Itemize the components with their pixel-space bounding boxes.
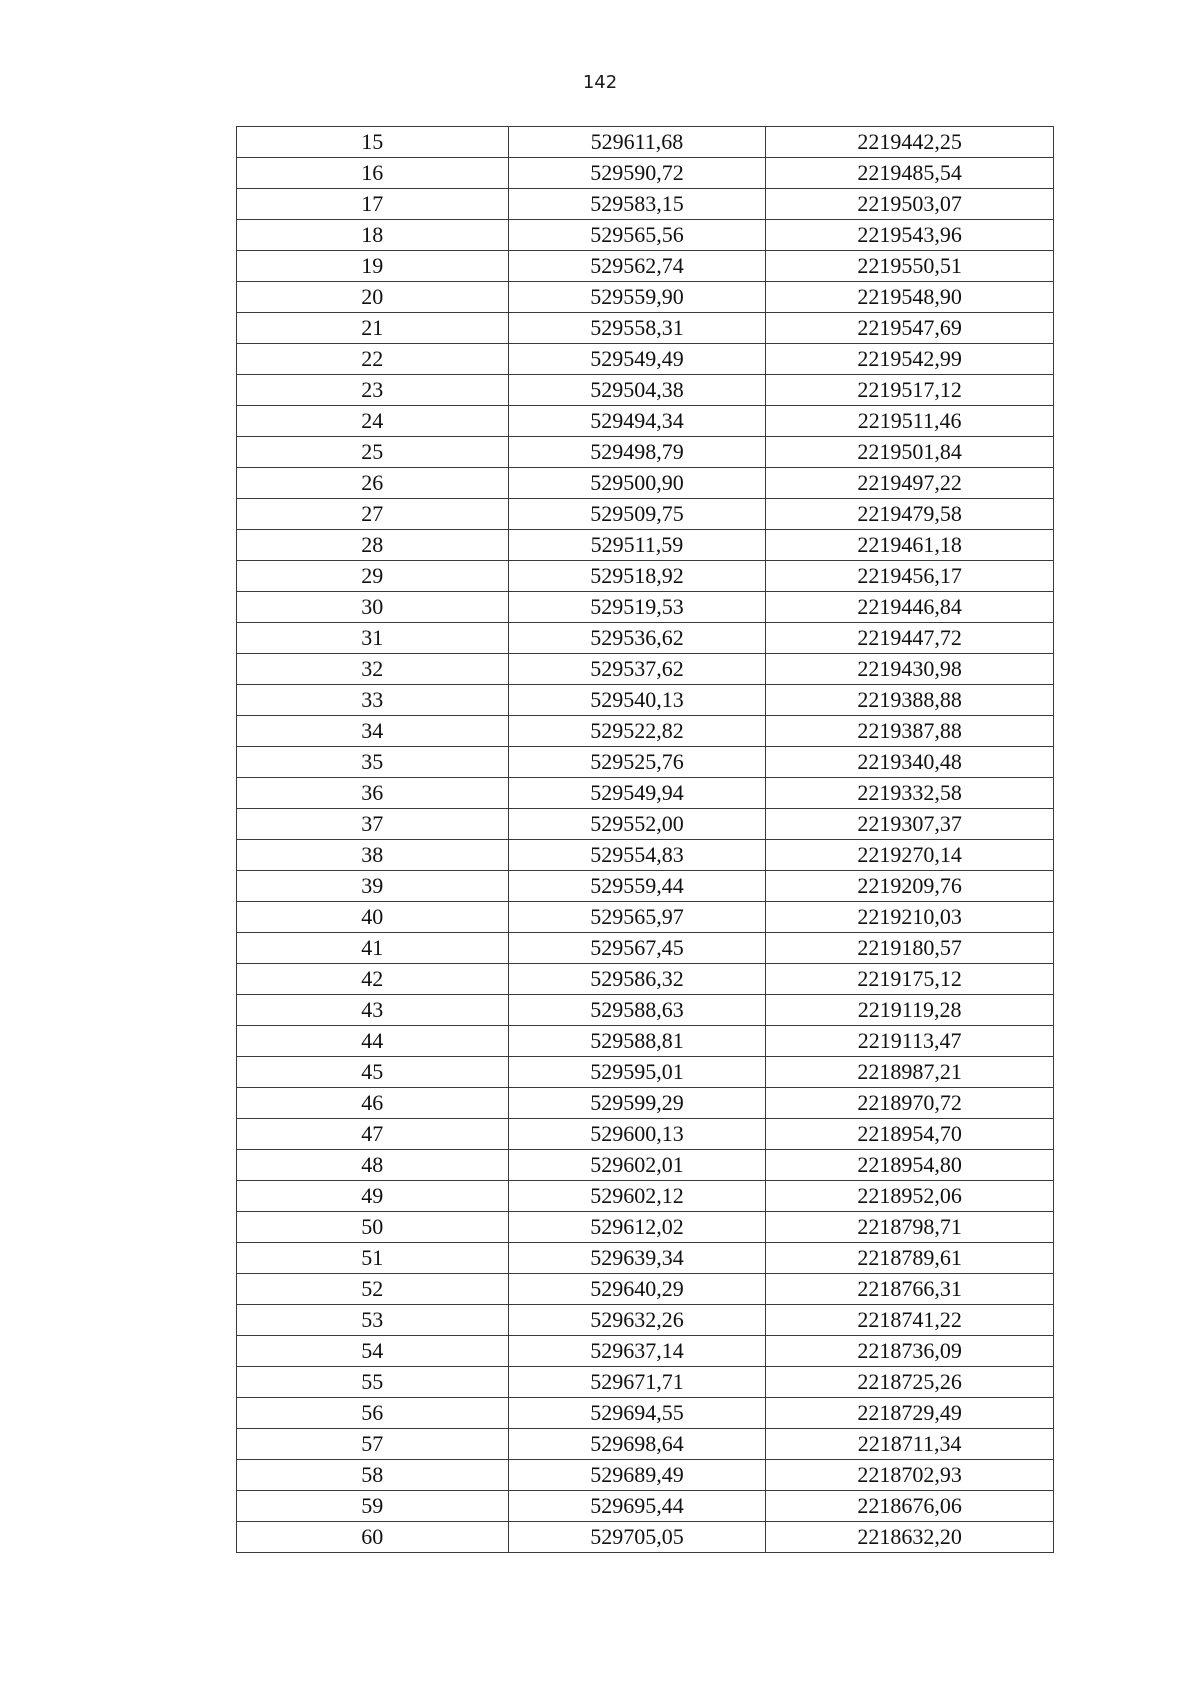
table-row bbox=[237, 158, 1054, 189]
table-row bbox=[237, 251, 1054, 282]
x-coordinate-cell: 529602,12 bbox=[508, 1181, 766, 1212]
table-row bbox=[237, 623, 1054, 654]
x-coordinate-cell: 529586,32 bbox=[508, 964, 766, 995]
x-coordinate-cell: 529639,34 bbox=[508, 1243, 766, 1274]
y-coordinate-cell: 2219543,96 bbox=[766, 220, 1054, 251]
table-row bbox=[237, 778, 1054, 809]
point-number-cell: 53 bbox=[237, 1305, 509, 1336]
point-number-cell: 49 bbox=[237, 1181, 509, 1212]
point-number-cell: 16 bbox=[237, 158, 509, 189]
x-coordinate-cell: 529518,92 bbox=[508, 561, 766, 592]
y-coordinate-cell: 2218711,34 bbox=[766, 1429, 1054, 1460]
point-number-cell: 55 bbox=[237, 1367, 509, 1398]
y-coordinate-cell: 2218952,06 bbox=[766, 1181, 1054, 1212]
y-coordinate-cell: 2219548,90 bbox=[766, 282, 1054, 313]
table-row bbox=[237, 654, 1054, 685]
y-coordinate-cell: 2219485,54 bbox=[766, 158, 1054, 189]
point-number-cell: 45 bbox=[237, 1057, 509, 1088]
y-coordinate-cell: 2218725,26 bbox=[766, 1367, 1054, 1398]
point-number-cell: 38 bbox=[237, 840, 509, 871]
x-coordinate-cell: 529637,14 bbox=[508, 1336, 766, 1367]
x-coordinate-cell: 529549,94 bbox=[508, 778, 766, 809]
point-number-cell: 30 bbox=[237, 592, 509, 623]
table-row bbox=[237, 468, 1054, 499]
point-number-cell: 56 bbox=[237, 1398, 509, 1429]
table-row bbox=[237, 871, 1054, 902]
y-coordinate-cell: 2219550,51 bbox=[766, 251, 1054, 282]
x-coordinate-cell: 529689,49 bbox=[508, 1460, 766, 1491]
table-row bbox=[237, 530, 1054, 561]
table-row bbox=[237, 1150, 1054, 1181]
point-number-cell: 32 bbox=[237, 654, 509, 685]
y-coordinate-cell: 2219501,84 bbox=[766, 437, 1054, 468]
y-coordinate-cell: 2219119,28 bbox=[766, 995, 1054, 1026]
y-coordinate-cell: 2218789,61 bbox=[766, 1243, 1054, 1274]
point-number-cell: 58 bbox=[237, 1460, 509, 1491]
x-coordinate-cell: 529525,76 bbox=[508, 747, 766, 778]
point-number-cell: 26 bbox=[237, 468, 509, 499]
y-coordinate-cell: 2219517,12 bbox=[766, 375, 1054, 406]
table-row bbox=[237, 809, 1054, 840]
table-row bbox=[237, 964, 1054, 995]
x-coordinate-cell: 529632,26 bbox=[508, 1305, 766, 1336]
x-coordinate-cell: 529522,82 bbox=[508, 716, 766, 747]
x-coordinate-cell: 529519,53 bbox=[508, 592, 766, 623]
point-number-cell: 36 bbox=[237, 778, 509, 809]
point-number-cell: 44 bbox=[237, 1026, 509, 1057]
x-coordinate-cell: 529504,38 bbox=[508, 375, 766, 406]
table-row bbox=[237, 1212, 1054, 1243]
x-coordinate-cell: 529554,83 bbox=[508, 840, 766, 871]
x-coordinate-cell: 529540,13 bbox=[508, 685, 766, 716]
x-coordinate-cell: 529694,55 bbox=[508, 1398, 766, 1429]
point-number-cell: 47 bbox=[237, 1119, 509, 1150]
x-coordinate-cell: 529595,01 bbox=[508, 1057, 766, 1088]
table-row bbox=[237, 1305, 1054, 1336]
point-number-cell: 22 bbox=[237, 344, 509, 375]
point-number-cell: 15 bbox=[237, 127, 509, 158]
x-coordinate-cell: 529559,90 bbox=[508, 282, 766, 313]
y-coordinate-cell: 2219180,57 bbox=[766, 933, 1054, 964]
x-coordinate-cell: 529588,81 bbox=[508, 1026, 766, 1057]
y-coordinate-cell: 2219332,58 bbox=[766, 778, 1054, 809]
point-number-cell: 24 bbox=[237, 406, 509, 437]
table-row bbox=[237, 840, 1054, 871]
y-coordinate-cell: 2219175,12 bbox=[766, 964, 1054, 995]
table-row bbox=[237, 592, 1054, 623]
y-coordinate-cell: 2219388,88 bbox=[766, 685, 1054, 716]
point-number-cell: 27 bbox=[237, 499, 509, 530]
y-coordinate-cell: 2219542,99 bbox=[766, 344, 1054, 375]
table-row bbox=[237, 1274, 1054, 1305]
y-coordinate-cell: 2218954,80 bbox=[766, 1150, 1054, 1181]
table-row bbox=[237, 375, 1054, 406]
x-coordinate-cell: 529567,45 bbox=[508, 933, 766, 964]
x-coordinate-cell: 529705,05 bbox=[508, 1522, 766, 1553]
point-number-cell: 31 bbox=[237, 623, 509, 654]
page-number: 142 bbox=[582, 72, 618, 93]
y-coordinate-cell: 2218954,70 bbox=[766, 1119, 1054, 1150]
x-coordinate-cell: 529552,00 bbox=[508, 809, 766, 840]
table-row bbox=[237, 406, 1054, 437]
y-coordinate-cell: 2218741,22 bbox=[766, 1305, 1054, 1336]
table-row bbox=[237, 282, 1054, 313]
x-coordinate-cell: 529562,74 bbox=[508, 251, 766, 282]
x-coordinate-cell: 529494,34 bbox=[508, 406, 766, 437]
y-coordinate-cell: 2218632,20 bbox=[766, 1522, 1054, 1553]
point-number-cell: 37 bbox=[237, 809, 509, 840]
y-coordinate-cell: 2218702,93 bbox=[766, 1460, 1054, 1491]
x-coordinate-cell: 529500,90 bbox=[508, 468, 766, 499]
table-row bbox=[237, 995, 1054, 1026]
x-coordinate-cell: 529509,75 bbox=[508, 499, 766, 530]
y-coordinate-cell: 2218987,21 bbox=[766, 1057, 1054, 1088]
point-number-cell: 17 bbox=[237, 189, 509, 220]
point-number-cell: 57 bbox=[237, 1429, 509, 1460]
table-row bbox=[237, 902, 1054, 933]
table-row bbox=[237, 561, 1054, 592]
point-number-cell: 33 bbox=[237, 685, 509, 716]
y-coordinate-cell: 2219447,72 bbox=[766, 623, 1054, 654]
point-number-cell: 50 bbox=[237, 1212, 509, 1243]
table-row bbox=[237, 220, 1054, 251]
x-coordinate-cell: 529640,29 bbox=[508, 1274, 766, 1305]
point-number-cell: 43 bbox=[237, 995, 509, 1026]
y-coordinate-cell: 2219387,88 bbox=[766, 716, 1054, 747]
y-coordinate-cell: 2219210,03 bbox=[766, 902, 1054, 933]
point-number-cell: 35 bbox=[237, 747, 509, 778]
x-coordinate-cell: 529549,49 bbox=[508, 344, 766, 375]
table-row bbox=[237, 747, 1054, 778]
x-coordinate-cell: 529511,59 bbox=[508, 530, 766, 561]
table-row bbox=[237, 1491, 1054, 1522]
table-row bbox=[237, 1367, 1054, 1398]
y-coordinate-cell: 2218676,06 bbox=[766, 1491, 1054, 1522]
table-row bbox=[237, 189, 1054, 220]
x-coordinate-cell: 529537,62 bbox=[508, 654, 766, 685]
y-coordinate-cell: 2219209,76 bbox=[766, 871, 1054, 902]
y-coordinate-cell: 2219430,98 bbox=[766, 654, 1054, 685]
y-coordinate-cell: 2219270,14 bbox=[766, 840, 1054, 871]
y-coordinate-cell: 2219456,17 bbox=[766, 561, 1054, 592]
y-coordinate-cell: 2219497,22 bbox=[766, 468, 1054, 499]
x-coordinate-cell: 529695,44 bbox=[508, 1491, 766, 1522]
point-number-cell: 59 bbox=[237, 1491, 509, 1522]
table-row bbox=[237, 1243, 1054, 1274]
y-coordinate-cell: 2219461,18 bbox=[766, 530, 1054, 561]
y-coordinate-cell: 2218736,09 bbox=[766, 1336, 1054, 1367]
table-row bbox=[237, 1057, 1054, 1088]
x-coordinate-cell: 529698,64 bbox=[508, 1429, 766, 1460]
x-coordinate-cell: 529498,79 bbox=[508, 437, 766, 468]
x-coordinate-cell: 529602,01 bbox=[508, 1150, 766, 1181]
y-coordinate-cell: 2219479,58 bbox=[766, 499, 1054, 530]
y-coordinate-cell: 2219340,48 bbox=[766, 747, 1054, 778]
y-coordinate-cell: 2219307,37 bbox=[766, 809, 1054, 840]
point-number-cell: 34 bbox=[237, 716, 509, 747]
x-coordinate-cell: 529612,02 bbox=[508, 1212, 766, 1243]
x-coordinate-cell: 529583,15 bbox=[508, 189, 766, 220]
table-row bbox=[237, 313, 1054, 344]
table-row bbox=[237, 716, 1054, 747]
point-number-cell: 18 bbox=[237, 220, 509, 251]
x-coordinate-cell: 529671,71 bbox=[508, 1367, 766, 1398]
x-coordinate-cell: 529559,44 bbox=[508, 871, 766, 902]
point-number-cell: 41 bbox=[237, 933, 509, 964]
y-coordinate-cell: 2218729,49 bbox=[766, 1398, 1054, 1429]
table-row bbox=[237, 1181, 1054, 1212]
point-number-cell: 21 bbox=[237, 313, 509, 344]
x-coordinate-cell: 529588,63 bbox=[508, 995, 766, 1026]
table-row bbox=[237, 127, 1054, 158]
x-coordinate-cell: 529565,97 bbox=[508, 902, 766, 933]
x-coordinate-cell: 529565,56 bbox=[508, 220, 766, 251]
y-coordinate-cell: 2219113,47 bbox=[766, 1026, 1054, 1057]
table-row bbox=[237, 933, 1054, 964]
point-number-cell: 46 bbox=[237, 1088, 509, 1119]
y-coordinate-cell: 2218766,31 bbox=[766, 1274, 1054, 1305]
table-row bbox=[237, 1398, 1054, 1429]
x-coordinate-cell: 529611,68 bbox=[508, 127, 766, 158]
point-number-cell: 42 bbox=[237, 964, 509, 995]
x-coordinate-cell: 529600,13 bbox=[508, 1119, 766, 1150]
table-row bbox=[237, 1429, 1054, 1460]
table-row bbox=[237, 499, 1054, 530]
point-number-cell: 51 bbox=[237, 1243, 509, 1274]
point-number-cell: 20 bbox=[237, 282, 509, 313]
x-coordinate-cell: 529558,31 bbox=[508, 313, 766, 344]
y-coordinate-cell: 2218798,71 bbox=[766, 1212, 1054, 1243]
table-row bbox=[237, 1460, 1054, 1491]
y-coordinate-cell: 2219547,69 bbox=[766, 313, 1054, 344]
point-number-cell: 48 bbox=[237, 1150, 509, 1181]
table-row bbox=[237, 1088, 1054, 1119]
y-coordinate-cell: 2219446,84 bbox=[766, 592, 1054, 623]
table-row bbox=[237, 1119, 1054, 1150]
point-number-cell: 19 bbox=[237, 251, 509, 282]
table-row bbox=[237, 1026, 1054, 1057]
point-number-cell: 54 bbox=[237, 1336, 509, 1367]
y-coordinate-cell: 2219511,46 bbox=[766, 406, 1054, 437]
point-number-cell: 60 bbox=[237, 1522, 509, 1553]
coordinates-table-body bbox=[237, 127, 1054, 1553]
point-number-cell: 29 bbox=[237, 561, 509, 592]
point-number-cell: 28 bbox=[237, 530, 509, 561]
x-coordinate-cell: 529599,29 bbox=[508, 1088, 766, 1119]
coordinates-table bbox=[236, 126, 1054, 1553]
table-row bbox=[237, 344, 1054, 375]
point-number-cell: 40 bbox=[237, 902, 509, 933]
table-row bbox=[237, 437, 1054, 468]
point-number-cell: 25 bbox=[237, 437, 509, 468]
table-row bbox=[237, 1522, 1054, 1553]
table-row bbox=[237, 1336, 1054, 1367]
point-number-cell: 39 bbox=[237, 871, 509, 902]
x-coordinate-cell: 529590,72 bbox=[508, 158, 766, 189]
y-coordinate-cell: 2218970,72 bbox=[766, 1088, 1054, 1119]
point-number-cell: 52 bbox=[237, 1274, 509, 1305]
y-coordinate-cell: 2219442,25 bbox=[766, 127, 1054, 158]
table-row bbox=[237, 685, 1054, 716]
point-number-cell: 23 bbox=[237, 375, 509, 406]
y-coordinate-cell: 2219503,07 bbox=[766, 189, 1054, 220]
x-coordinate-cell: 529536,62 bbox=[508, 623, 766, 654]
